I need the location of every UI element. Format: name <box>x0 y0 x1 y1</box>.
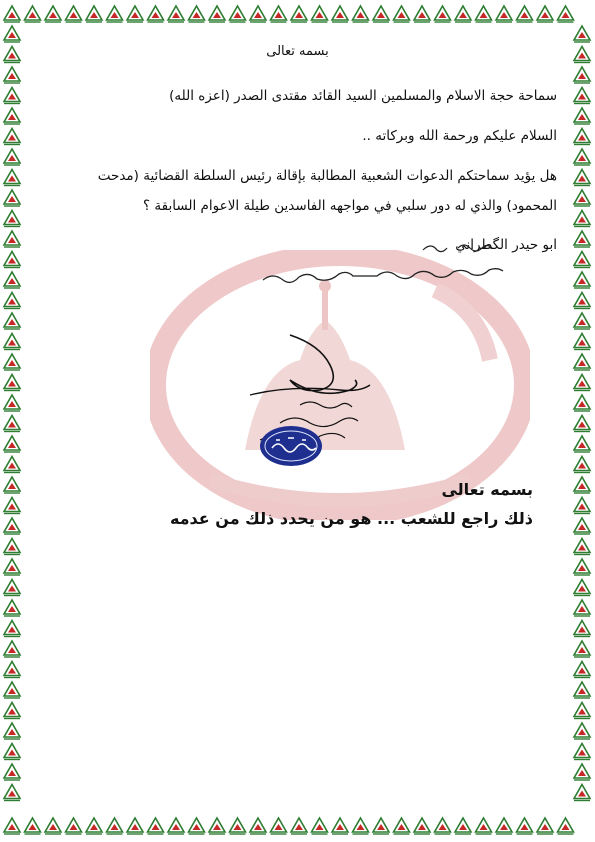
border-ornament <box>574 108 590 124</box>
border-ornament <box>230 818 246 834</box>
border-ornament <box>574 129 590 145</box>
border-ornament <box>517 6 533 22</box>
border-ornament <box>394 818 410 834</box>
border-ornament <box>45 818 61 834</box>
sender-name: ابو حيدر الگطراني <box>455 237 557 253</box>
question-line-2: المحمود) والذي له دور سلبي في مواجهه الفاسدين طيلة الاعوام السابقة ؟ <box>142 198 557 214</box>
border-ornament <box>66 818 82 834</box>
border-ornament <box>189 818 205 834</box>
typed-reply-body: ذلك راجع للشعب ... هو من يحدد ذلك من عدمه <box>169 509 533 528</box>
border-ornament <box>4 818 20 834</box>
official-seal <box>258 424 324 468</box>
border-ornament <box>291 6 307 22</box>
border-ornament <box>574 416 590 432</box>
border-ornament <box>271 6 287 22</box>
border-ornament <box>574 375 590 391</box>
border-ornament <box>4 293 20 309</box>
border-ornament <box>435 818 451 834</box>
border-ornament <box>574 354 590 370</box>
handwritten-reply <box>253 236 523 306</box>
border-ornament <box>574 539 590 555</box>
border-ornament <box>4 498 20 514</box>
border-ornament <box>4 559 20 575</box>
border-ornament <box>574 170 590 186</box>
border-ornament <box>4 375 20 391</box>
border-ornament <box>4 313 20 329</box>
border-ornament <box>4 395 20 411</box>
border-ornament <box>574 272 590 288</box>
border-ornament <box>414 6 430 22</box>
border-ornament <box>332 818 348 834</box>
border-ornament <box>353 818 369 834</box>
border-ornament <box>4 703 20 719</box>
border-ornament <box>558 6 574 22</box>
border-ornament <box>558 818 574 834</box>
typed-reply-heading: بسمه تعالى <box>441 480 533 499</box>
border-ornament <box>574 231 590 247</box>
border-ornament <box>574 682 590 698</box>
border-ornament <box>476 818 492 834</box>
border-ornament <box>107 818 123 834</box>
border-ornament <box>574 67 590 83</box>
question-line-1: هل يؤيد سماحتكم الدعوات الشعبية المطالبة بإقالة رئيس السلطة القضائية (مدحت <box>97 168 557 184</box>
border-ornament <box>4 641 20 657</box>
border-ornament <box>107 6 123 22</box>
border-ornament <box>4 621 20 637</box>
border-ornament <box>574 211 590 227</box>
border-ornament <box>4 231 20 247</box>
border-ornament <box>574 559 590 575</box>
border-ornament <box>373 818 389 834</box>
border-ornament <box>25 6 41 22</box>
border-ornament <box>4 211 20 227</box>
border-ornament <box>353 6 369 22</box>
border-ornament <box>4 477 20 493</box>
border-ornament <box>4 129 20 145</box>
border-ornament <box>574 723 590 739</box>
border-ornament <box>574 744 590 760</box>
border-ornament <box>4 785 20 801</box>
border-ornament <box>4 88 20 104</box>
border-ornament <box>4 580 20 596</box>
border-ornament <box>168 6 184 22</box>
border-ornament <box>127 818 143 834</box>
border-ornament <box>168 818 184 834</box>
border-ornament <box>250 818 266 834</box>
border-ornament <box>25 818 41 834</box>
border-ornament <box>517 818 533 834</box>
border-ornament <box>574 252 590 268</box>
border-ornament <box>209 818 225 834</box>
border-ornament <box>4 334 20 350</box>
border-ornament <box>496 818 512 834</box>
border-ornament <box>4 600 20 616</box>
signature <box>230 325 400 495</box>
border-ornament <box>574 149 590 165</box>
border-ornament <box>574 785 590 801</box>
border-ornament <box>574 703 590 719</box>
border-ornament <box>4 108 20 124</box>
border-ornament <box>4 682 20 698</box>
border-ornament <box>86 6 102 22</box>
border-ornament <box>312 818 328 834</box>
border-ornament <box>127 6 143 22</box>
border-ornament <box>574 580 590 596</box>
border-ornament <box>574 313 590 329</box>
border-ornament <box>4 149 20 165</box>
border-ornament <box>4 272 20 288</box>
border-ornament <box>209 6 225 22</box>
border-ornament <box>574 190 590 206</box>
basmala: بسمه تعالى <box>266 44 329 59</box>
border-ornament <box>574 621 590 637</box>
border-ornament <box>574 293 590 309</box>
border-ornament <box>574 395 590 411</box>
border-ornament <box>4 662 20 678</box>
border-ornament <box>4 539 20 555</box>
border-ornament <box>455 6 471 22</box>
border-ornament <box>574 334 590 350</box>
addressee-line: سماحة حجة الاسلام والمسلمين السيد القائد مقتدى الصدر (اعزه الله) <box>169 88 557 104</box>
border-ornament <box>4 764 20 780</box>
border-ornament <box>271 818 287 834</box>
border-ornament <box>537 818 553 834</box>
border-ornament <box>148 818 164 834</box>
border-ornament <box>189 6 205 22</box>
border-ornament <box>537 6 553 22</box>
border-ornament <box>435 6 451 22</box>
border-ornament <box>373 6 389 22</box>
border-ornament <box>496 6 512 22</box>
border-ornament <box>250 6 266 22</box>
border-ornament <box>66 6 82 22</box>
border-ornament <box>574 641 590 657</box>
border-ornament <box>4 457 20 473</box>
border-ornament <box>291 818 307 834</box>
border-ornament <box>4 170 20 186</box>
border-ornament <box>4 723 20 739</box>
border-ornament <box>414 818 430 834</box>
border-ornament <box>4 67 20 83</box>
border-ornament <box>574 477 590 493</box>
border-ornament <box>4 744 20 760</box>
border-ornament <box>332 6 348 22</box>
border-ornament <box>4 26 20 42</box>
border-ornament <box>4 190 20 206</box>
border-ornament <box>574 88 590 104</box>
border-ornament <box>4 416 20 432</box>
border-ornament <box>476 6 492 22</box>
border-ornament <box>574 457 590 473</box>
border-ornament <box>574 26 590 42</box>
border-ornament <box>4 6 20 22</box>
border-ornament <box>574 498 590 514</box>
border-ornament <box>574 436 590 452</box>
border-ornament <box>4 518 20 534</box>
border-ornament <box>4 354 20 370</box>
border-ornament <box>574 662 590 678</box>
border-ornament <box>4 436 20 452</box>
border-ornament <box>574 518 590 534</box>
border-ornament <box>394 6 410 22</box>
border-ornament <box>312 6 328 22</box>
border-ornament <box>574 600 590 616</box>
greeting-line: السلام عليكم ورحمة الله وبركاته .. <box>362 128 557 144</box>
border-ornament <box>148 6 164 22</box>
border-ornament <box>86 818 102 834</box>
border-ornament <box>455 818 471 834</box>
border-ornament <box>4 252 20 268</box>
border-ornament <box>574 764 590 780</box>
border-ornament <box>45 6 61 22</box>
border-ornament <box>230 6 246 22</box>
